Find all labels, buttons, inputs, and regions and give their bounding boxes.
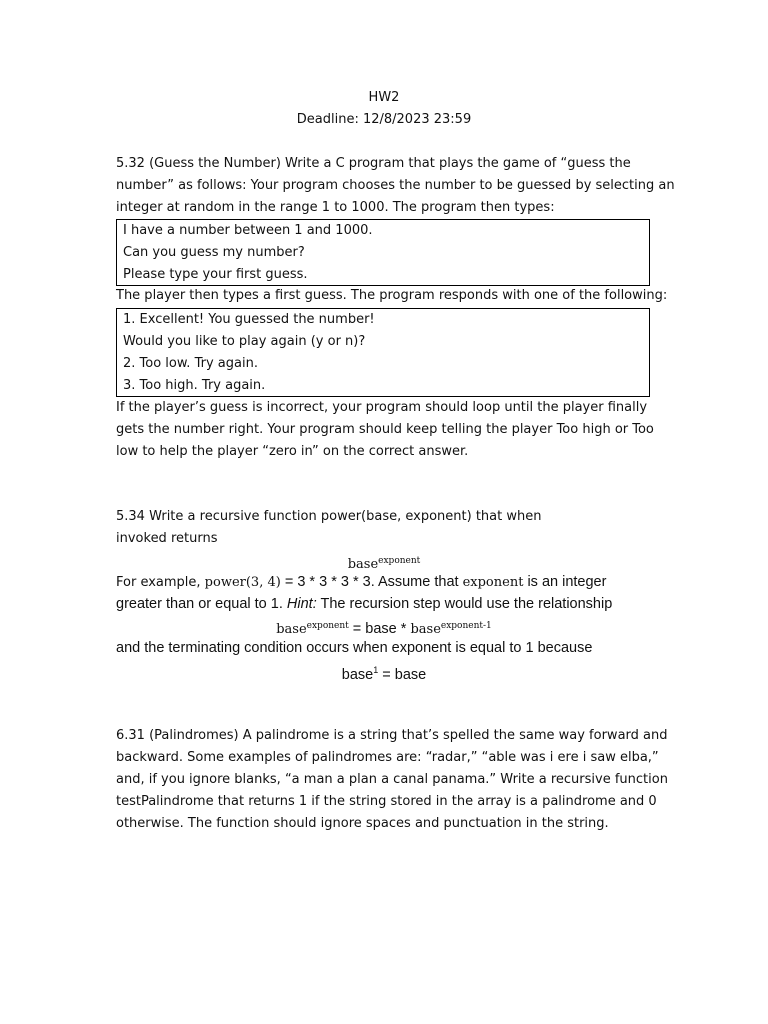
- problem-532-middle: [116, 285, 676, 307]
- text-line: invoked returns: [116, 531, 218, 546]
- code-exponent: exponent: [462, 575, 524, 590]
- formula-base: base: [341, 667, 374, 683]
- text-line: and, if you ignore blanks, “a man a plan a canal panama.” Write a recursive function: [116, 772, 668, 787]
- doc-title: HW2: [368, 90, 400, 105]
- problem-532-outro: [116, 397, 661, 463]
- text: is an integer: [523, 574, 607, 590]
- box-line: Can you guess my number?: [123, 245, 305, 260]
- text: = base *: [348, 621, 411, 637]
- hint-line: [116, 593, 676, 615]
- text: = 3 * 3 * 3 * 3. Assume that: [280, 574, 463, 590]
- text-line: low to help the player “zero in” on the correct answer.: [116, 444, 469, 459]
- box-line: Please type your first guess.: [123, 267, 308, 282]
- text-line: 5.32 (Guess the Number) Write a C program that plays the game of “guess the: [116, 156, 631, 171]
- text: greater than or equal to 1.: [116, 596, 287, 612]
- program-output-box-1: [116, 219, 650, 286]
- text-line: integer at random in the range 1 to 1000. The program then types:: [116, 200, 555, 215]
- text-line: The player then types a first guess. The program responds with one of the following:: [116, 288, 668, 303]
- formula-exponent: exponent: [306, 621, 349, 631]
- formula-base-one: [0, 659, 768, 686]
- problem-532-intro: [116, 153, 675, 219]
- box-line: 3. Too high. Try again.: [123, 378, 266, 393]
- problem-534-intro: [116, 506, 661, 550]
- formula-exponent: 1: [373, 665, 379, 675]
- box-line: 1. Excellent! You guessed the number!: [123, 312, 375, 327]
- formula-base: base: [347, 557, 379, 572]
- text-line: otherwise. The function should ignore spaces and punctuation in the string.: [116, 816, 609, 831]
- text-line: and the terminating condition occurs when exponent is equal to 1 because: [116, 640, 593, 656]
- formula-base: base: [276, 622, 307, 637]
- text-line: gets the number right. Your program should keep telling the player Too high or Too: [116, 422, 654, 437]
- text-line: 6.31 (Palindromes) A palindrome is a string that’s spelled the same way forward and: [116, 728, 668, 743]
- text: The recursion step would use the relationship: [316, 596, 613, 612]
- text: For example,: [116, 575, 205, 590]
- box-line: I have a number between 1 and 1000.: [123, 223, 373, 238]
- program-output-box-2: [116, 308, 650, 397]
- problem-631: [116, 725, 676, 835]
- example-line: [116, 571, 676, 593]
- text-line: 5.34 Write a recursive function power(base, exponent) that when: [116, 509, 542, 524]
- problem-534-example: [116, 571, 676, 615]
- text-line: number” as follows: Your program chooses the number to be guessed by selecting an: [116, 178, 675, 193]
- formula-exponent: exponent: [378, 556, 421, 566]
- deadline: Deadline: 12/8/2023 23:59: [296, 112, 472, 127]
- formula-base: base: [410, 622, 441, 637]
- terminating-condition: [116, 637, 676, 659]
- text-line: If the player’s guess is incorrect, your program should loop until the player finally: [116, 400, 648, 415]
- text: = base: [378, 667, 427, 683]
- code-power: power(3, 4): [204, 575, 281, 590]
- text-line: backward. Some examples of palindromes are: “radar,” “able was i ere i saw elba,”: [116, 750, 659, 765]
- box-line: 2. Too low. Try again.: [123, 356, 258, 371]
- formula-exponent: exponent-1: [440, 621, 492, 631]
- text-line: testPalindrome that returns 1 if the string stored in the array is a palindrome and 0: [116, 794, 657, 809]
- box-line: Would you like to play again (y or n)?: [123, 334, 366, 349]
- hint-label: Hint:: [286, 596, 317, 612]
